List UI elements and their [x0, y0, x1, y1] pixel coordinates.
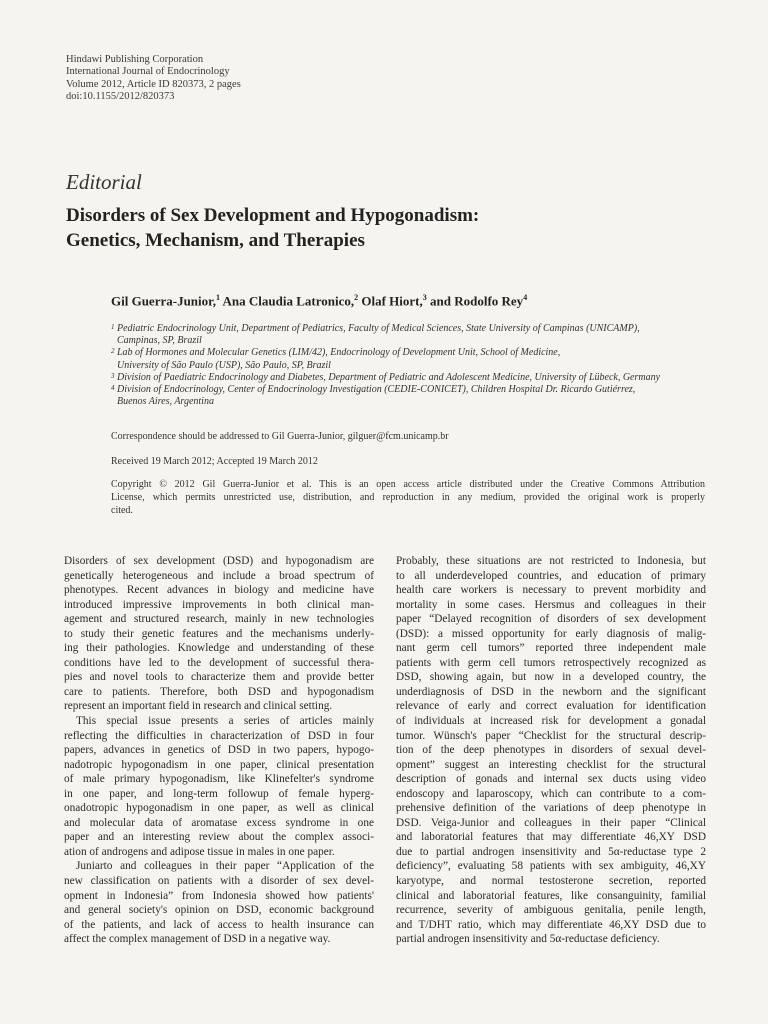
body-text-line: nadotropic hypogonadism in one paper, clinical presentation	[64, 758, 374, 771]
affiliation	[111, 347, 660, 371]
body-text-line: in one paper, and long-term followup of female hyperg-	[64, 787, 374, 800]
author-name: Olaf Hiort,	[361, 293, 423, 309]
affiliation-line: Pediatric Endocrinology Unit, Department of Pediatrics, Faculty of Medical Sciences, State University of Campinas (UNICAMP),	[117, 323, 640, 334]
affiliation	[111, 384, 660, 408]
body-text-line: pies and novel tools to characterize them and provide better	[64, 671, 374, 684]
body-text-line: care to patients. Therefore, both DSD and hypogonadism	[64, 685, 374, 698]
body-text-line: nant germ cell tumors” reported three independent male	[396, 642, 706, 655]
title-line: Disorders of Sex Development and Hypogonadism:	[66, 205, 480, 226]
author-affil-mark: 3	[422, 293, 427, 302]
body-text-line: onadotropic hypogonadism in one paper, as well as clinical	[64, 802, 374, 815]
body-text-line: of individuals at increased risk for development a gonadal	[396, 715, 706, 728]
body-text-line: opment in Indonesia” from Indonesia showed how patients'	[64, 889, 374, 902]
correspondence: Correspondence should be addressed to Gil Guerra-Junior, gilguer@fcm.unicamp.br	[111, 431, 449, 442]
body-text-line: mortality in some cases. Hersmus and colleagues in their	[396, 598, 706, 611]
title-line: Genetics, Mechanism, and Therapies	[66, 230, 365, 251]
body-text-line: health care workers is necessary to prevent morbidity and	[396, 584, 706, 597]
body-text-line: conditions have led to the development of successful thera-	[64, 656, 374, 669]
body-text-line: partial androgen insensitivity and 5α-reductase deficiency.	[396, 933, 660, 946]
volume-line: Volume 2012, Article ID 820373, 2 pages	[66, 78, 241, 90]
body-text-line: clinical and laboratorial features, like consanguinity, familial	[396, 889, 706, 902]
body-text-line: underdiagnosis of DSD in the newborn and the significant	[396, 685, 706, 698]
body-text-line: and molecular data of aromatase excess syndrome in one	[64, 816, 374, 829]
affiliation-line: Campinas, SP, Brazil	[117, 335, 202, 347]
body-text-line: represent an important field in research and clinical setting.	[64, 700, 333, 713]
body-text-line: to study their genetic features and the mechanisms underly-	[64, 627, 374, 640]
body-text-line: description of gonads and internal sex ducts using video	[396, 773, 706, 786]
body-text-line: karyotype, and normal testosterone secretion, reported	[396, 875, 706, 888]
body-text-line: patients with germ cell tumors retrospectively recognized as	[396, 656, 706, 669]
body-text-line: agement and structured research, mainly in new technologies	[64, 613, 374, 626]
body-text-line: of male primary hypogonadism, like Klinefelter's syndrome	[64, 773, 374, 786]
body-text-line: ation of androgens and adipose tissue in males in one paper.	[64, 845, 335, 858]
body-text-line: phenotypes. Recent advances in biology and medicine have	[64, 584, 374, 597]
body-text-line: of the patients, and lack of access to health insurance can	[64, 918, 374, 931]
author-name: Ana Claudia Latronico,	[222, 293, 355, 309]
affiliation-line: Lab of Hormones and Molecular Genetics (LIM/42), Endocrinology of Development Unit, School of Medicine,	[117, 347, 561, 359]
body-text-line: endoscopy and laparoscopy, which can contribute to a com-	[396, 787, 706, 800]
affiliation	[111, 372, 660, 384]
body-text-line: tumor. Wünsch's paper “Checklist for the structural descrip-	[396, 729, 706, 742]
body-text-line: Juniarto and colleagues in their paper “Application of the	[76, 860, 374, 873]
body-text-line: This special issue presents a series of articles mainly	[76, 715, 374, 728]
affiliation-number: 1	[111, 323, 115, 331]
copyright-line: License, which permits unrestricted use, distribution, and reproduction in any medium, provided the original work is properly	[111, 492, 705, 503]
body-text-line: tion of the deep phenotypes in disorders of sexual devel-	[396, 744, 706, 757]
body-text-line: ing their pathologies. Knowledge and understanding of these	[64, 642, 374, 655]
author-affil-mark: 2	[354, 293, 359, 302]
body-text-line: due to partial androgen insensitivity and 5α-reductase type 2	[396, 845, 706, 858]
author-list	[111, 293, 527, 309]
body-text-line: Probably, these situations are not restricted to Indonesia, but	[396, 555, 706, 567]
body-text-line: affect the complex management of DSD in a negative way.	[64, 933, 331, 946]
body-text-line: and laboratorial features that may differentiate 46,XY DSD	[396, 831, 706, 844]
body-column-left	[64, 554, 374, 947]
body-text-line: paper “Delayed recognition of disorders of sex development	[396, 613, 706, 626]
body-text-line: opment” suggest an interesting checklist for the structural	[396, 758, 706, 771]
affiliation-line: Division of Paediatric Endocrinology and Diabetes, Department of Pediatric and Adolescent Medicine, University of Lübeck, Germany	[117, 371, 661, 383]
body-text-line: deficiency”, evaluating 58 patients with sex ambiguity, 46,XY	[396, 860, 706, 873]
affiliation-number: 2	[111, 347, 115, 356]
article-kind: Editorial	[66, 170, 142, 194]
body-text-line: Disorders of sex development (DSD) and hypogonadism are	[64, 555, 374, 567]
body-text-line: and T/DHT ratio, which may differentiate 46,XY DSD due to	[396, 918, 706, 931]
affiliation	[111, 323, 660, 347]
body-text-line: (DSD): a missed opportunity for early diagnosis of malig-	[396, 627, 706, 640]
affiliation-list	[111, 323, 660, 408]
author-name: and Rodolfo Rey	[430, 293, 524, 309]
body-column-right	[396, 554, 706, 947]
copyright-line: cited.	[111, 505, 133, 516]
body-text-line: introduced impressive improvements in both clinical man-	[64, 598, 374, 611]
affiliation-number: 3	[111, 371, 115, 380]
affiliation-line: Buenos Aires, Argentina	[117, 396, 214, 408]
body-text-line: and general society's opinion on DSD, economic background	[64, 904, 374, 917]
journal-header	[66, 54, 241, 104]
affiliation-line: Division of Endocrinology, Center of Endocrinology Investigation (CEDIE-CONICET), Children Hospital Dr. Ricardo Gutiérrez,	[117, 384, 636, 396]
body-text-line: DSD, showing again, but now in a developed country, the	[396, 671, 706, 684]
received-dates: Received 19 March 2012; Accepted 19 March 2012	[111, 456, 318, 467]
body-text-line: reflecting the difficulties in characterization of DSD in four	[64, 729, 374, 742]
body-text-line: genetically heterogeneous and include a broad spectrum of	[64, 569, 374, 582]
body-text-line: new classification on patients with a disorder of sex devel-	[64, 875, 374, 888]
body-text-line: DSD. Veiga-Junior and colleagues in their paper “Clinical	[396, 816, 706, 829]
author-affil-mark: 4	[523, 293, 528, 302]
article-title	[66, 203, 479, 253]
doi-line: doi:10.1155/2012/820373	[66, 91, 175, 103]
journal-name: International Journal of Endocrinology	[66, 66, 230, 78]
body-text-line: prehensive definition of the variations of deep phenotype in	[396, 802, 706, 815]
author-affil-mark: 1	[215, 293, 220, 302]
body-text-line: recurrence, severity of ambiguous genitalia, penile length,	[396, 904, 706, 917]
affiliation-number: 4	[111, 384, 115, 393]
body-text-line: to all underdeveloped countries, and education of primary	[396, 569, 706, 582]
publisher-line: Hindawi Publishing Corporation	[66, 54, 204, 65]
body-text-line: papers, advances in genetics of DSD in two papers, hypogo-	[64, 744, 374, 757]
body-text-line: paper and an interesting review about the complex associ-	[64, 831, 374, 844]
copyright-line: Copyright © 2012 Gil Guerra-Junior et al. This is an open access article distributed under the Creative Commons Attribution	[111, 479, 705, 490]
body-text-line: relevance of early and correct evaluation for identification	[396, 700, 706, 713]
author-name: Gil Guerra-Junior,	[111, 293, 216, 309]
copyright-notice	[111, 478, 705, 517]
affiliation-line: University of São Paulo (USP), São Paulo, SP, Brazil	[117, 359, 331, 371]
